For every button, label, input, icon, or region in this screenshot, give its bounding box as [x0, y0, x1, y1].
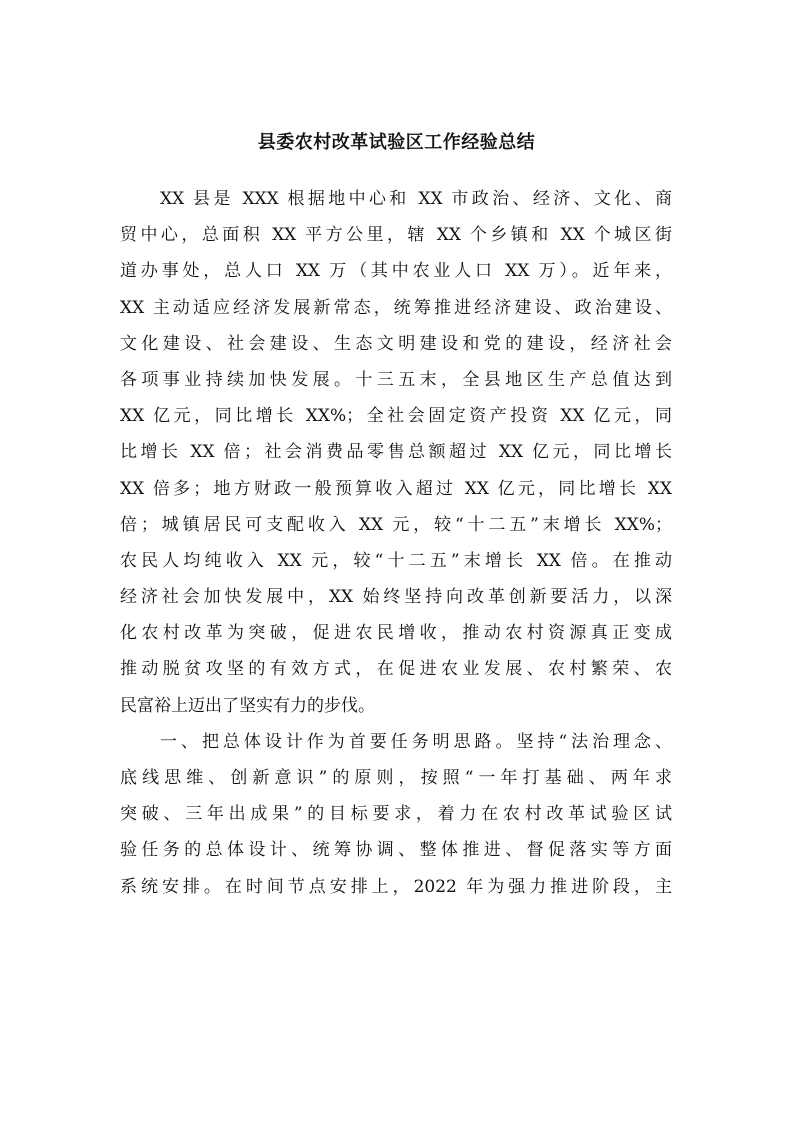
body-line: 系统安排。在时间节点安排上，2022 年为强力推进阶段，主: [120, 876, 672, 897]
document-body: [120, 181, 672, 905]
body-line: 道办事处，总人口 XX 万（其中农业人口 XX 万）。近年来，: [120, 261, 672, 282]
body-line: 突破、三年出成果”的目标要求，着力在农村改革试验区试: [120, 804, 672, 825]
body-line: 比增长 XX 倍；社会消费品零售总额超过 XX 亿元，同比增长: [120, 442, 672, 463]
body-line: 民富裕上迈出了坚实有力的步伐。: [120, 695, 375, 716]
body-line: 验任务的总体设计、统筹协调、整体推进、督促落实等方面: [120, 840, 672, 861]
body-line: 倍；城镇居民可支配收入 XX 元，较“十二五”末增长 XX%；: [120, 514, 672, 535]
body-line: 一、把总体设计作为首要任务明思路。坚持“法治理念、: [160, 731, 672, 752]
body-line: 贸中心，总面积 XX 平方公里，辖 XX 个乡镇和 XX 个城区街: [120, 225, 672, 246]
body-line: 经济社会加快发展中，XX 始终坚持向改革创新要活力，以深: [120, 587, 672, 608]
document-title: 县委农村改革试验区工作经验总结: [257, 132, 536, 153]
body-line: XX 主动适应经济发展新常态，统筹推进经济建设、政治建设、: [120, 297, 672, 318]
body-line: XX 县是 XXX 根据地中心和 XX 市政治、经济、文化、商: [160, 189, 672, 209]
body-line: 化农村改革为突破，促进农民增收，推动农村资源真正变成: [120, 623, 672, 644]
body-line: XX 倍多；地方财政一般预算收入超过 XX 亿元，同比增长 XX: [120, 478, 672, 499]
body-line: 底线思维、创新意识”的原则，按照“一年打基础、两年求: [120, 768, 672, 788]
body-line: 各项事业持续加快发展。十三五末，全县地区生产总值达到: [120, 369, 672, 390]
body-line: XX 亿元，同比增长 XX%；全社会固定资产投资 XX 亿元，同: [120, 406, 672, 427]
body-line: 推动脱贫攻坚的有效方式，在促进农业发展、农村繁荣、农: [120, 659, 672, 680]
body-line: 文化建设、社会建设、生态文明建设和党的建设，经济社会: [120, 333, 672, 354]
body-line: 农民人均纯收入 XX 元，较“十二五”末增长 XX 倍。在推动: [120, 550, 672, 571]
